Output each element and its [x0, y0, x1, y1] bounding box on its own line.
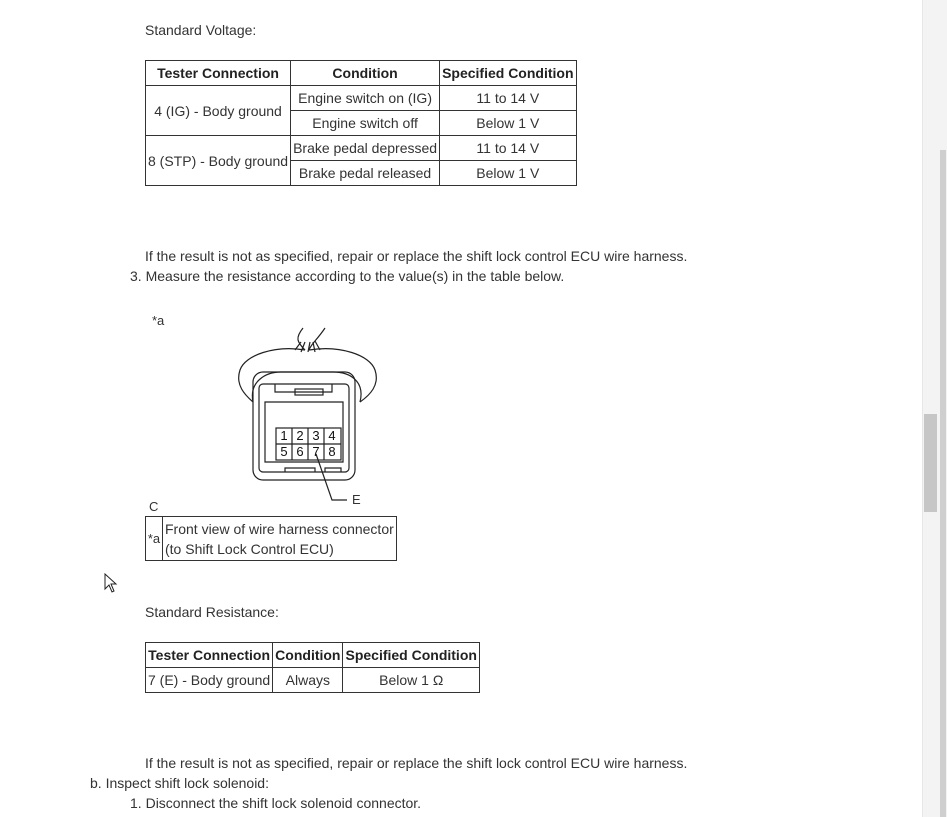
diagram-legend-table — [145, 516, 397, 561]
pin-label: 5 — [280, 444, 288, 459]
table-header-row — [146, 643, 480, 668]
column-header: Specified Condition — [343, 643, 479, 668]
standard-resistance-heading: Standard Resistance: — [145, 604, 279, 620]
column-header: Condition — [273, 643, 343, 668]
table-row — [146, 86, 577, 111]
table-cell: Engine switch off — [291, 111, 440, 136]
table-cell: Below 1 V — [440, 111, 576, 136]
table-cell: Below 1 Ω — [343, 668, 479, 693]
table-cell: Engine switch on (IG) — [291, 86, 440, 111]
terminal-label-e: E — [352, 492, 361, 507]
pin-label: 7 — [312, 444, 320, 459]
column-header: Condition — [291, 61, 440, 86]
connector-diagram — [145, 310, 405, 520]
step-text: Disconnect the shift lock solenoid connector. — [145, 795, 422, 811]
table-cell: 7 (E) - Body ground — [146, 668, 273, 693]
pin-label: 4 — [328, 428, 336, 443]
column-header: Tester Connection — [146, 643, 273, 668]
step-3 — [130, 267, 564, 285]
table-cell: Brake pedal depressed — [291, 136, 440, 161]
table-row — [146, 517, 397, 561]
table-header-row — [146, 61, 577, 86]
table-cell: 11 to 14 V — [440, 136, 576, 161]
legend-line: Front view of wire harness connector — [165, 520, 394, 537]
marker-a: *a — [152, 313, 165, 328]
table-cell: Always — [273, 668, 343, 693]
step-number: 3. — [130, 268, 142, 284]
standard-resistance-table — [145, 642, 480, 693]
step-b: b. Inspect shift lock solenoid: — [90, 775, 269, 791]
pin-label: 8 — [328, 444, 336, 459]
legend-line: (to Shift Lock Control ECU) — [165, 540, 334, 557]
step-number: 1. — [130, 795, 142, 811]
legend-key: *a — [146, 517, 163, 561]
table-cell: 8 (STP) - Body ground — [146, 136, 291, 186]
pin-label: 6 — [296, 444, 304, 459]
mouse-cursor-icon — [104, 573, 118, 593]
scrollbar-rail — [940, 150, 946, 817]
pin-grid — [276, 428, 341, 460]
scrollbar-thumb[interactable] — [924, 414, 937, 512]
table-cell: 11 to 14 V — [440, 86, 576, 111]
corner-label-c: C — [149, 499, 159, 514]
voltage-result-note: If the result is not as specified, repair or replace the shift lock control ECU wire harness. — [145, 248, 688, 264]
pin-label: 2 — [296, 428, 304, 443]
column-header: Tester Connection — [146, 61, 291, 86]
legend-description — [163, 517, 397, 561]
table-cell: Below 1 V — [440, 161, 576, 186]
step-b-1 — [130, 794, 421, 812]
table-cell: 4 (IG) - Body ground — [146, 86, 291, 136]
wire-harness-connector-illustration — [145, 310, 405, 520]
table-cell: Brake pedal released — [291, 161, 440, 186]
pin-label: 1 — [280, 428, 288, 443]
table-row — [146, 136, 577, 161]
resistance-result-note: If the result is not as specified, repair or replace the shift lock control ECU wire harness. — [145, 755, 688, 771]
column-header: Specified Condition — [440, 61, 576, 86]
table-row — [146, 668, 480, 693]
standard-voltage-table — [145, 60, 577, 186]
step-text: Measure the resistance according to the value(s) in the table below. — [145, 268, 565, 284]
pin-label: 3 — [312, 428, 320, 443]
standard-voltage-heading: Standard Voltage: — [145, 22, 257, 38]
